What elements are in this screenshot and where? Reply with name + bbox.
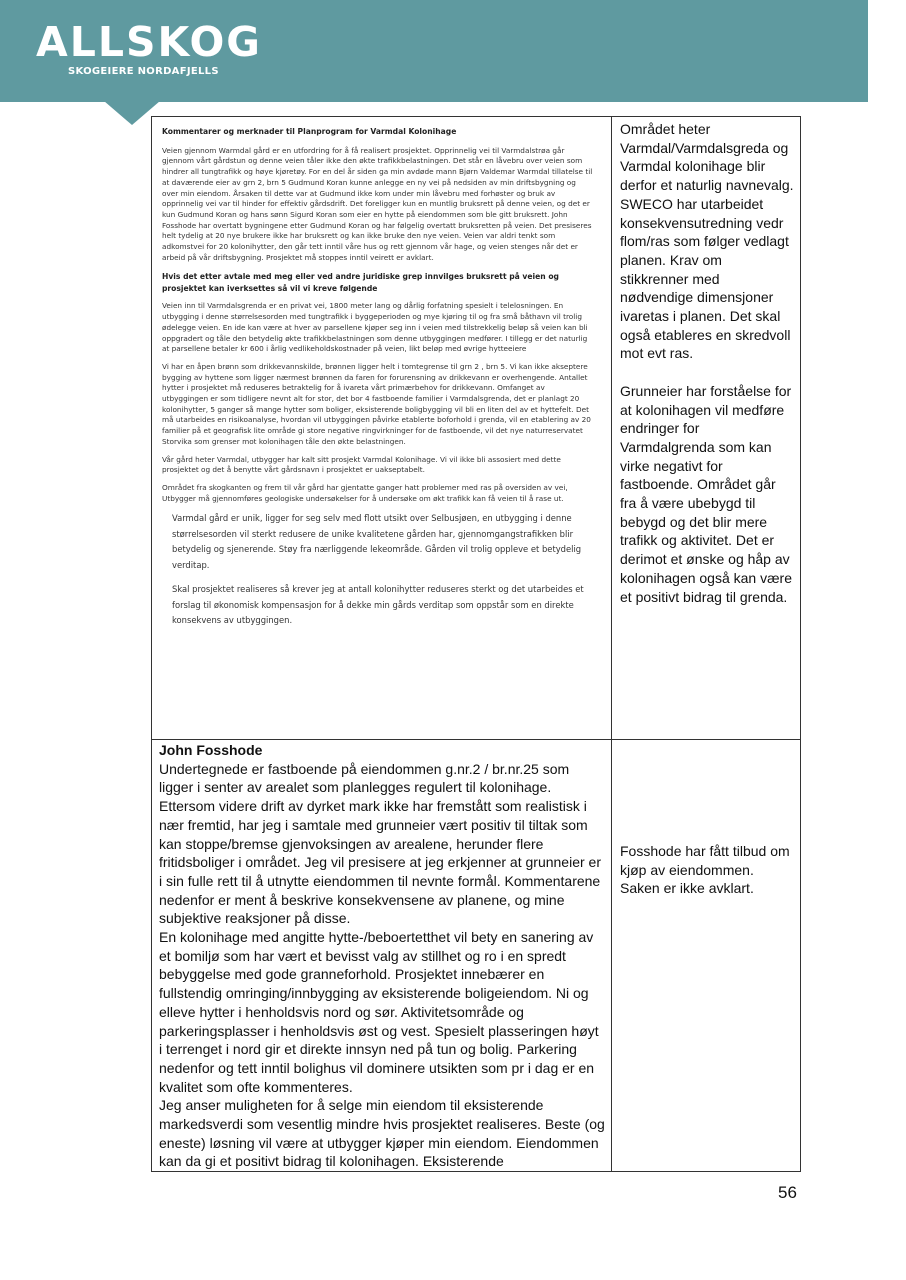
comment-text xyxy=(152,740,611,1171)
response-cell xyxy=(612,117,801,740)
comments-table xyxy=(151,116,801,1172)
response-paragraph: Fosshode har fått tilbud om kjøp av eiendommen. Saken er ikke avklart. xyxy=(620,843,790,897)
comment-paragraph: Jeg anser muligheten for å selge min eiendom til eksisterende markedsverdi som vesentlig mindre hvis prosjektet realiseres. Beste (og eneste) løsning vil være at utbygger kjøper min eiendom. Eiendommen kan da gi et positivt bidrag til kolonihagen. Eksisterende xyxy=(159,1097,605,1170)
response-text xyxy=(612,740,800,898)
response-text xyxy=(612,117,800,606)
table-row xyxy=(152,740,801,1172)
scanned-letter-title: Kommentarer og merknader til Planprogram for Varmdal Kolonihage xyxy=(162,127,457,136)
scanned-paragraph: Veien gjennom Warmdal gård er en utfordring for å få realisert prosjektet. Opprinnelig vei til Varmdalstrøa går gjennom vårt gårdstun og denne veien tåler ikke den økte trafikkbelastningen. Det står en låvebru over veien som hindrer all tungtrafikk og høye kjøretøy. For en del år siden ga min avdøde mann Bjørn Valdemar Warmdal tillatelse til at daværende eier av grn 2, brn 5 Gudmund Koran kunne anlegge en ny vei på nedsiden av min driftsbygning og over min eiendom. Årsaken til dette var at Gudmund ikke kom under min låvebru med forhøster og bruk av opprinnelig vei var til hinder for effektiv gårdsdrift. Det foreligger kun en muntlig bruksrett på denne veien, og det er kun Gudmund Koran og hans sønn Sigurd Koran som eier en hytte på eiendommen som ble gitt bruksrett. John Fosshode har overtatt bygningene etter Gudmund Koran og har følgelig overtatt bruksretten på veien. Det presiseres helt tydelig at 20 nye brukere ikke har bruksrett og kan ikke bruke den nye veien. Veien var aldri tenkt som adkomstvei for 20 kolonihytter, den går tett inntil våre hus og rett gjennom vår hage, og veien stenges når det er arbeid på vår driftsbygning. Prosjektet må stoppes inntil veirett er avklart. xyxy=(162,145,593,262)
comment-cell xyxy=(152,740,612,1172)
comment-paragraph: En kolonihage med angitte hytte-/beboertetthet vil bety en sanering av et bomiljø som har vært et bevisst valg av stillhet og ro i en spredt bebyggelse med gode granneforhold. Prosjektet innebærer en fullstendig omringing/innbygging av eksisterende boligeiendom. Ni og elleve hytter i henholdsvis nord og sør. Aktivitetsområde og parkeringsplasser i henholdsvis øst og vest. Spesielt plasseringen høyt i terrenget i nord gir et direkte innsyn ned på tun og bolig. Parkering nedenfor og tett inntil bolighus vil dominere utsikten som pr i dag er en kvalitet som ofte kommenteres. xyxy=(159,929,599,1095)
scanned-paragraph: Vår gård heter Varmdal, utbygger har kalt sitt prosjekt Varmdal Kolonihage. Vi vil ikke bli assosiert med dette prosjektet og det å benytte vårt gårdsnavn i prosjektet er uakseptabelt. xyxy=(162,454,561,475)
scanned-letter-heading: Hvis det etter avtale med meg eller ved andre juridiske grep innvilges bruksrett på veien og prosjektet kan iverksettes så vil vi kreve følgende xyxy=(162,272,559,294)
response-cell xyxy=(612,740,801,1172)
response-paragraph: Grunneier har forståelse for at kolonihagen vil medføre endringer for Varmdalgrenda som kan virke negativt for fastboende. Området går fra å være ubebygd til bebygd og det blir mere trafikk og aktivitet. Det er derimot et ønske og håp av kolonihagen også kan være et positivt bidrag til grenda. xyxy=(620,382,793,605)
scanned-paragraph: Varmdal gård er unik, ligger for seg selv med flott utsikt over Selbusjøen, en utbygging i denne størrelsesorden vil sterkt redusere de unike kvalitetene gården har, gjennomgangstrafikken blir betydelig og sjenerende. Støy fra nærliggende lekeområde. Gården vil trolig oppleve et betydelig verditap. xyxy=(172,513,582,570)
header-banner xyxy=(0,0,868,102)
logo-title: ALLSKOG xyxy=(36,18,262,66)
page-number: 56 xyxy=(778,1183,797,1202)
scanned-comment-cell xyxy=(152,117,612,740)
logo-subtitle: SKOGEIERE NORDAFJELLS xyxy=(68,66,219,77)
commenter-name: John Fosshode xyxy=(159,742,263,758)
scanned-paragraph: Skal prosjektet realiseres så krever jeg at antall kolonihytter reduseres sterkt og det utarbeides et forslag til økonomisk kompensasjon for å dekke min gårds verditap som oppstår som en direkte konsekvens av utbyggingen. xyxy=(172,584,584,626)
comment-paragraph: Undertegnede er fastboende på eiendommen g.nr.2 / br.nr.25 som ligger i senter av arealet som planlegges regulert til kolonihage. Ettersom videre drift av dyrket mark ikke har fremstått som realistisk i nær fremtid, har jeg i samtale med grunneier vært positiv til tiltak som kan stoppe/bremse gjenvoksingen av arealene, herunder flere fritidsboliger i området. Jeg vil presisere at jeg erkjenner at grunneier er i sin fulle rett til å utnytte eiendommen til nevnte formål. Kommentarene nedenfor er ment å beskrive konsekvensene av planene, og mine subjektive reaksjoner på disse. xyxy=(159,760,601,927)
response-paragraph: Området heter Varmdal/Varmdalsgreda og Varmdal kolonihage blir derfor et naturlig navnevalg. SWECO har utarbeidet konsekvensutredning vedr flom/ras som følger vedlagt planen. Krav om stikkrenner med nødvendige dimensjoner ivaretas i planen. Det skal også etableres en skredvoll mot evt ras. xyxy=(620,121,794,362)
scanned-paragraph: Området fra skogkanten og frem til vår gård har gjentatte ganger hatt problemer med ras på oversiden av vei, Utbygger må gjennomføres geologiske undersøkelser for å undersøke om økt trafikk kan få veien til å rase ut. xyxy=(162,482,568,503)
table-row xyxy=(152,117,801,740)
scanned-paragraph: Vi har en åpen brønn som drikkevannskilde, brønnen ligger helt i tomtegrense til grn 2 , brn 5. Vi kan ikke akseptere bygging av hyttene som ligger nærmest brønnen da faren for forurensning av drikkevann er overhengende. Antallet hytter i prosjektet må reduseres betraktelig for å ivareta vårt primærbehov for drikkevann. Omfanget av utbyggingen er som tidligere nevnt alt for stor, det bor 4 fastboende familier i Varmdalsgrenda, det er planlagt 20 kolonihytter, 5 ganger så mange hytter som boliger, eksisterende boligbygging vil bli en liten del av et hyttefelt. Det må utarbeides en risikoanalyse, hvordan vil utbyggingen påvirke etablerte boforhold i grenda, vil en etablering av 20 familier på et geografisk lite område gi store negative ringvirkninger for de fastboende, vil det nye naturreservatet Storvika som grenser mot kolonihagen tåle den økte belastningen. xyxy=(162,361,591,446)
scanned-letter xyxy=(152,117,611,629)
scanned-paragraph: Veien inn til Varmdalsgrenda er en privat vei, 1800 meter lang og dårlig forfatning spesielt i telelosningen. En utbygging i denne størrelsesorden med tungtrafikk i byggeperioden og mye kjøring til og fra små båthavn vil trolig ødelegge veien. En ide kan være at hver av parsellene kjøper seg inn i veien med tilstrekkelig beløp så veien kan bli oppgradert og tåle den betydelig økte trafikkbelastningen som denne utbyggingen medfører. I tillegg er det naturlig at parsellene betaler kr 600 i årlig vedlikeholdskostnader på veien, likt beløp med øvrige hytteeiere xyxy=(162,301,588,354)
